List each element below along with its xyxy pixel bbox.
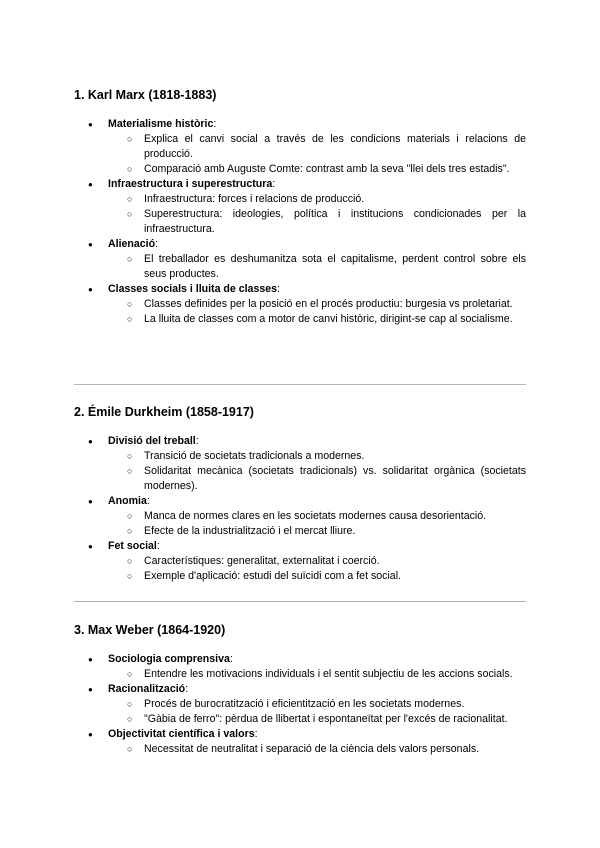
topic-term: Fet social <box>108 540 157 552</box>
subtopic-list <box>108 509 526 539</box>
topic-item: ● Racionalització: ○ Procés de burocratització i eficientització en les societats modernes. ○ "Gàbia de ferro": pèrdua de llibertat i espontaneïtat per l'excés de racionalitat. <box>74 682 526 727</box>
subtopic-item: ○ Manca de normes clares en les societats modernes causa desorientació. <box>108 509 526 524</box>
section-divider <box>74 601 526 602</box>
subtopic-item: ○ Explica el canvi social a través de les condicions materials i relacions de producció. <box>108 132 526 162</box>
subtopic-item: ○ Necessitat de neutralitat i separació de la ciència dels valors personals. <box>108 742 526 757</box>
topic-term: Objectivitat científica i valors <box>108 728 255 740</box>
section-emile-durkheim <box>74 404 526 584</box>
topic-item: ● Alienació: ○ El treballador es deshumanitza sota el capitalisme, perdent control sobre els seus productes. <box>74 237 526 282</box>
subtopic-list <box>108 192 526 237</box>
topic-item: ● Materialisme històric: ○ Explica el canvi social a través de les condicions materials i relacions de producció. ○ Comparació amb Auguste Comte: contrast amb la seva "llei dels tres estadis". <box>74 117 526 177</box>
subtopic-item: ○ "Gàbia de ferro": pèrdua de llibertat i espontaneïtat per l'excés de racionalitat. <box>108 712 526 727</box>
topic-list <box>74 652 526 757</box>
subtopic-item: ○ Superestructura: ideologies, política i institucions condicionades per la infraestructura. <box>108 207 526 237</box>
subtopic-item: ○ Procés de burocratització i eficientització en les societats modernes. <box>108 697 526 712</box>
subtopic-list <box>108 554 526 584</box>
subtopic-item: ○ Característiques: generalitat, externalitat i coerció. <box>108 554 526 569</box>
topic-term: Anomia <box>108 495 147 507</box>
topic-item: ● Divisió del treball: ○ Transició de societats tradicionals a modernes. ○ Solidaritat mecànica (societats tradicionals) vs. solidaritat orgànica (societats modernes). <box>74 434 526 494</box>
section-title: 1. Karl Marx (1818-1883) <box>74 88 217 102</box>
topic-item: ● Anomia: ○ Manca de normes clares en les societats modernes causa desorientació. ○ Efecte de la industrialització i el mercat lliure. <box>74 494 526 539</box>
subtopic-item: ○ Efecte de la industrialització i el mercat lliure. <box>108 524 526 539</box>
subtopic-list <box>108 697 526 727</box>
subtopic-list <box>108 297 526 327</box>
section-title: 3. Max Weber (1864-1920) <box>74 623 226 637</box>
section-divider <box>74 384 526 385</box>
topic-term: Classes socials i lluita de classes <box>108 283 278 295</box>
subtopic-item: ○ El treballador es deshumanitza sota el capitalisme, perdent control sobre els seus productes. <box>108 252 526 282</box>
subtopic-item: ○ Exemple d'aplicació: estudi del suïcidi com a fet social. <box>108 569 526 584</box>
topic-term: Divisió del treball <box>108 435 196 447</box>
subtopic-list <box>108 252 526 282</box>
subtopic-item: ○ Classes definides per la posició en el procés productiu: burgesia vs proletariat. <box>108 297 526 312</box>
subtopic-item: ○ Comparació amb Auguste Comte: contrast amb la seva "llei dels tres estadis". <box>108 162 526 177</box>
subtopic-item: ○ La lluita de classes com a motor de canvi històric, dirigint-se cap al socialisme. <box>108 312 526 327</box>
topic-term: Materialisme històric <box>108 118 214 130</box>
subtopic-item: ○ Transició de societats tradicionals a modernes. <box>108 449 526 464</box>
section-karl-marx <box>74 87 526 327</box>
topic-item: ● Infraestructura i superestructura: ○ Infraestructura: forces i relacions de producció. ○ Superestructura: ideologies, política i institucions condicionades per la infraestructura. <box>74 177 526 237</box>
subtopic-item: ○ Infraestructura: forces i relacions de producció. <box>108 192 526 207</box>
topic-term: Infraestructura i superestructura <box>108 178 273 190</box>
subtopic-item: ○ Solidaritat mecànica (societats tradicionals) vs. solidaritat orgànica (societats modernes). <box>108 464 526 494</box>
topic-item: ● Fet social: ○ Característiques: generalitat, externalitat i coerció. ○ Exemple d'aplicació: estudi del suïcidi com a fet social. <box>74 539 526 584</box>
topic-item: ● Classes socials i lluita de classes: ○ Classes definides per la posició en el procés productiu: burgesia vs proletariat. ○ La lluita de classes com a motor de canvi històric, dirigint-se cap al socialisme. <box>74 282 526 327</box>
subtopic-item: ○ Entendre les motivacions individuals i el sentit subjectiu de les accions socials. <box>108 667 526 682</box>
topic-item: ● Objectivitat científica i valors: ○ Necessitat de neutralitat i separació de la ciència dels valors personals. <box>74 727 526 757</box>
subtopic-list <box>108 449 526 494</box>
section-max-weber <box>74 622 526 757</box>
topic-list <box>74 117 526 327</box>
subtopic-list <box>108 132 526 177</box>
topic-list <box>74 434 526 584</box>
topic-term: Racionalització <box>108 683 186 695</box>
topic-item: ● Sociologia comprensiva: ○ Entendre les motivacions individuals i el sentit subjectiu de les accions socials. <box>74 652 526 682</box>
subtopic-list <box>108 667 526 682</box>
topic-term: Sociologia comprensiva <box>108 653 230 665</box>
topic-term: Alienació <box>108 238 156 250</box>
subtopic-list <box>108 742 526 757</box>
section-title: 2. Émile Durkheim (1858-1917) <box>74 405 254 419</box>
